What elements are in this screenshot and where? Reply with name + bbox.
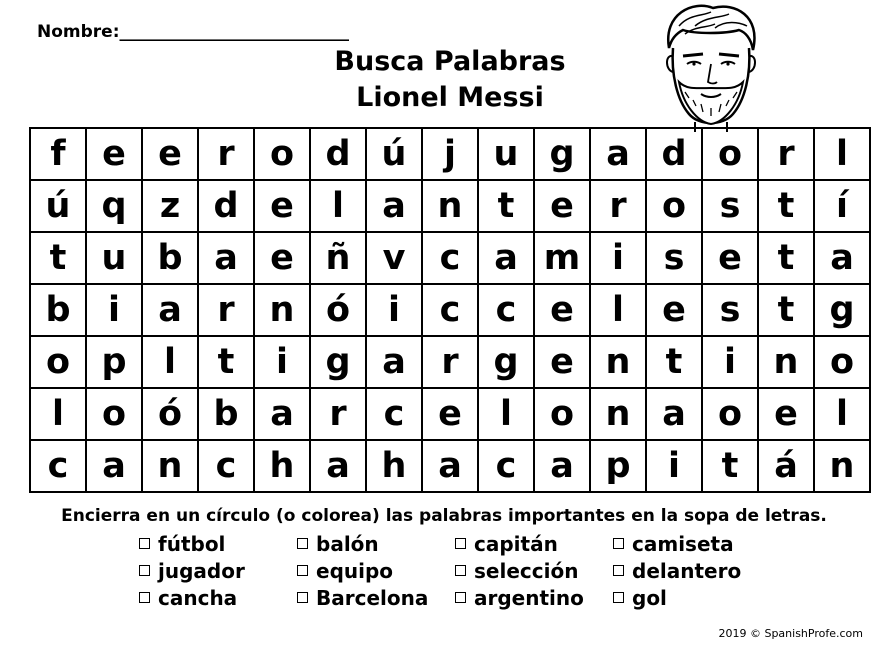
grid-cell[interactable]: e [646,284,702,336]
grid-cell[interactable]: n [758,336,814,388]
grid-cell[interactable]: a [814,232,870,284]
grid-cell[interactable]: t [702,440,758,492]
grid-cell[interactable]: i [86,284,142,336]
grid-cell[interactable]: n [590,388,646,440]
grid-cell[interactable]: l [30,388,86,440]
checkbox-icon[interactable] [139,565,150,576]
word-list-item [139,558,245,585]
grid-cell[interactable]: d [310,128,366,180]
grid-cell[interactable]: e [86,128,142,180]
grid-cell[interactable]: o [702,388,758,440]
copyright-footer: 2019 © SpanishProfe.com [718,627,863,640]
grid-cell[interactable]: g [814,284,870,336]
grid-cell[interactable]: n [422,180,478,232]
grid-cell[interactable]: a [366,180,422,232]
grid-cell[interactable]: p [86,336,142,388]
grid-cell[interactable]: d [198,180,254,232]
grid-cell[interactable]: o [30,336,86,388]
worksheet-title: Busca Palabras [334,46,566,77]
grid-cell[interactable]: o [646,180,702,232]
grid-cell[interactable]: a [254,388,310,440]
grid-cell[interactable]: t [758,232,814,284]
word-list-item [455,585,584,612]
grid-row [30,388,870,440]
grid-cell[interactable]: t [758,284,814,336]
word-list-item [613,531,734,558]
word-list-item [139,531,225,558]
grid-cell[interactable]: a [86,440,142,492]
grid-cell[interactable]: a [366,336,422,388]
checkbox-icon[interactable] [297,565,308,576]
checkbox-icon[interactable] [455,565,466,576]
grid-cell[interactable]: s [702,180,758,232]
grid-cell[interactable]: a [478,232,534,284]
grid-cell[interactable]: i [254,336,310,388]
word-label: Barcelona [316,586,429,610]
grid-cell[interactable]: q [86,180,142,232]
grid-cell[interactable]: r [310,388,366,440]
grid-cell[interactable]: a [310,440,366,492]
grid-cell[interactable]: t [478,180,534,232]
grid-cell[interactable]: r [198,128,254,180]
word-list-item [613,585,667,612]
grid-cell[interactable]: e [702,232,758,284]
grid-row [30,336,870,388]
grid-cell[interactable]: b [198,388,254,440]
grid-cell[interactable]: d [646,128,702,180]
grid-cell[interactable]: s [702,284,758,336]
grid-cell[interactable]: r [198,284,254,336]
word-label: selección [474,559,579,583]
grid-cell[interactable]: z [142,180,198,232]
word-label: camiseta [632,532,734,556]
word-label: balón [316,532,379,556]
word-list-item [297,585,428,612]
grid-cell[interactable]: ú [30,180,86,232]
grid-cell[interactable]: t [646,336,702,388]
grid-cell[interactable]: o [254,128,310,180]
grid-cell[interactable]: ñ [310,232,366,284]
grid-cell[interactable]: b [142,232,198,284]
grid-cell[interactable]: á [758,440,814,492]
grid-cell[interactable]: a [198,232,254,284]
checkbox-icon[interactable] [139,592,150,603]
grid-row [30,284,870,336]
grid-cell[interactable]: í [814,180,870,232]
grid-cell[interactable]: n [814,440,870,492]
grid-cell[interactable]: i [590,232,646,284]
grid-cell[interactable]: ó [310,284,366,336]
grid-cell[interactable]: a [422,440,478,492]
grid-cell[interactable]: n [590,336,646,388]
word-label: cancha [158,586,238,610]
checkbox-icon[interactable] [613,592,624,603]
word-list-item [139,585,237,612]
grid-cell[interactable]: t [758,180,814,232]
grid-cell[interactable]: e [534,336,590,388]
word-label: equipo [316,559,394,583]
grid-cell[interactable]: j [422,128,478,180]
worksheet-subtitle: Lionel Messi [356,82,544,113]
grid-cell[interactable]: l [814,128,870,180]
word-label: argentino [474,586,584,610]
grid-cell[interactable]: g [310,336,366,388]
word-label: jugador [158,559,245,583]
grid-cell[interactable]: m [534,232,590,284]
grid-cell[interactable]: g [534,128,590,180]
word-label: fútbol [158,532,226,556]
instructions-text: Encierra en un círculo (o colorea) las palabras importantes en la sopa de letras. [61,506,827,526]
grid-cell[interactable]: e [142,128,198,180]
grid-cell[interactable]: c [366,388,422,440]
grid-cell[interactable]: l [814,388,870,440]
word-search-grid [29,127,871,493]
checkbox-icon[interactable] [455,538,466,549]
grid-cell[interactable]: r [590,180,646,232]
grid-cell[interactable]: f [30,128,86,180]
grid-cell[interactable]: i [702,336,758,388]
grid-cell[interactable]: l [478,388,534,440]
grid-cell[interactable]: a [534,440,590,492]
grid-cell[interactable]: n [254,284,310,336]
grid-cell[interactable]: r [758,128,814,180]
grid-cell[interactable]: h [254,440,310,492]
checkbox-icon[interactable] [297,538,308,549]
messi-portrait-illustration [655,4,767,132]
grid-cell[interactable]: u [478,128,534,180]
grid-cell[interactable]: g [478,336,534,388]
grid-cell[interactable]: i [646,440,702,492]
grid-cell[interactable]: o [534,388,590,440]
grid-cell[interactable]: ú [366,128,422,180]
grid-cell[interactable]: l [310,180,366,232]
word-list-item [297,558,393,585]
grid-cell[interactable]: e [254,232,310,284]
word-list-item [297,531,379,558]
grid-cell[interactable]: t [198,336,254,388]
grid-cell[interactable]: a [142,284,198,336]
checkbox-icon[interactable] [613,538,624,549]
word-label: delantero [632,559,742,583]
grid-cell[interactable]: r [422,336,478,388]
grid-cell[interactable]: a [646,388,702,440]
grid-cell[interactable]: p [590,440,646,492]
word-list-item [455,531,558,558]
grid-cell[interactable]: c [422,232,478,284]
checkbox-icon[interactable] [613,565,624,576]
checkbox-icon[interactable] [297,592,308,603]
grid-cell[interactable]: o [814,336,870,388]
grid-cell[interactable]: b [30,284,86,336]
name-field-label: Nombre:___________________________ [37,22,350,42]
grid-cell[interactable]: u [86,232,142,284]
grid-row [30,128,870,180]
grid-cell[interactable]: o [86,388,142,440]
checkbox-icon[interactable] [455,592,466,603]
grid-cell[interactable]: c [30,440,86,492]
word-label: capitán [474,532,558,556]
grid-cell[interactable]: e [534,180,590,232]
grid-cell[interactable]: c [422,284,478,336]
word-list-item [613,558,741,585]
grid-cell[interactable]: c [478,440,534,492]
grid-cell[interactable]: e [254,180,310,232]
grid-cell[interactable]: s [646,232,702,284]
grid-row [30,180,870,232]
word-label: gol [632,586,667,610]
grid-row [30,232,870,284]
grid-cell[interactable]: ó [142,388,198,440]
grid-cell[interactable]: e [422,388,478,440]
grid-cell[interactable]: i [366,284,422,336]
grid-cell[interactable]: t [30,232,86,284]
word-list-item [455,558,578,585]
grid-cell[interactable]: c [198,440,254,492]
grid-cell[interactable]: e [758,388,814,440]
checkbox-icon[interactable] [139,538,150,549]
grid-cell[interactable]: c [478,284,534,336]
grid-cell[interactable]: e [534,284,590,336]
grid-cell[interactable]: o [702,128,758,180]
grid-cell[interactable]: h [366,440,422,492]
grid-cell[interactable]: v [366,232,422,284]
grid-row [30,440,870,492]
grid-cell[interactable]: l [142,336,198,388]
grid-cell[interactable]: a [590,128,646,180]
grid-cell[interactable]: l [590,284,646,336]
grid-cell[interactable]: n [142,440,198,492]
